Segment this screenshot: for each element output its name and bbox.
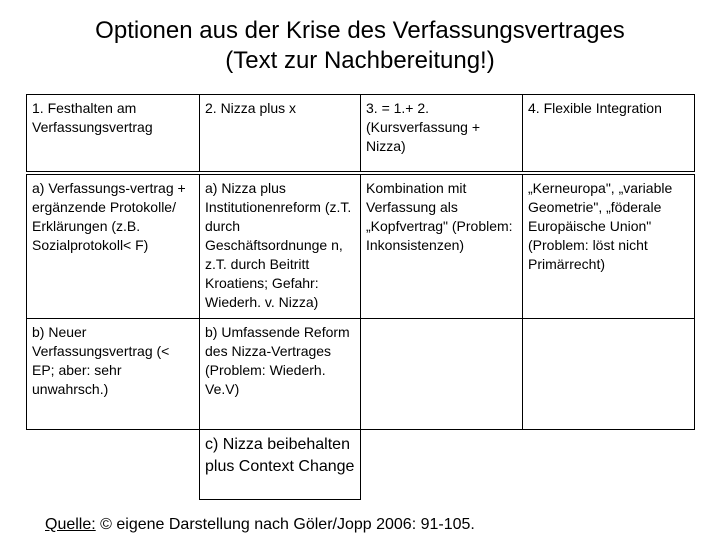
- header-cell-4: 4. Flexible Integration: [522, 94, 695, 172]
- row2-cell-4: [522, 318, 695, 430]
- header-cell-3: 3. = 1.+ 2. (Kursverfassung + Nizza): [360, 94, 523, 172]
- title-line-1: Optionen aus der Krise des Verfassungsvertrages: [95, 17, 625, 44]
- title-line-2: (Text zur Nachbereitung!): [225, 47, 495, 74]
- header-cell-2: 2. Nizza plus x: [199, 94, 361, 172]
- source-label: Quelle:: [45, 516, 96, 533]
- row3-cell-2: c) Nizza beibehalten plus Context Change: [199, 429, 361, 500]
- header-cell-1: 1. Festhalten am Verfassungsvertrag: [26, 94, 200, 172]
- row1-cell-4: „Kerneuropa", „variable Geometrie", „föderale Europäische Union" (Problem: löst nicht Primärrecht): [522, 174, 695, 319]
- row2-cell-1: b) Neuer Verfassungsvertrag (< EP; aber: sehr unwahrsch.): [26, 318, 200, 430]
- source-text: © eigene Darstellung nach Göler/Jopp 2006: 91-105.: [95, 516, 475, 533]
- source-note: [45, 515, 475, 535]
- row2-cell-3: [360, 318, 523, 430]
- row1-cell-3: Kombination mit Verfassung als „Kopfvertrag" (Problem: Inkonsistenzen): [360, 174, 523, 319]
- row1-cell-1: a) Verfassungs-vertrag + ergänzende Protokolle/ Erklärungen (z.B. Sozialprotokoll< F): [26, 174, 200, 319]
- row2-cell-2: b) Umfassende Reform des Nizza-Vertrages (Problem: Wiederh. Ve.V): [199, 318, 361, 430]
- row1-cell-2: a) Nizza plus Institutionenreform (z.T. durch Geschäftsordnunge n, z.T. durch Beitritt Kroatiens; Gefahr: Wiederh. v. Nizza): [199, 174, 361, 319]
